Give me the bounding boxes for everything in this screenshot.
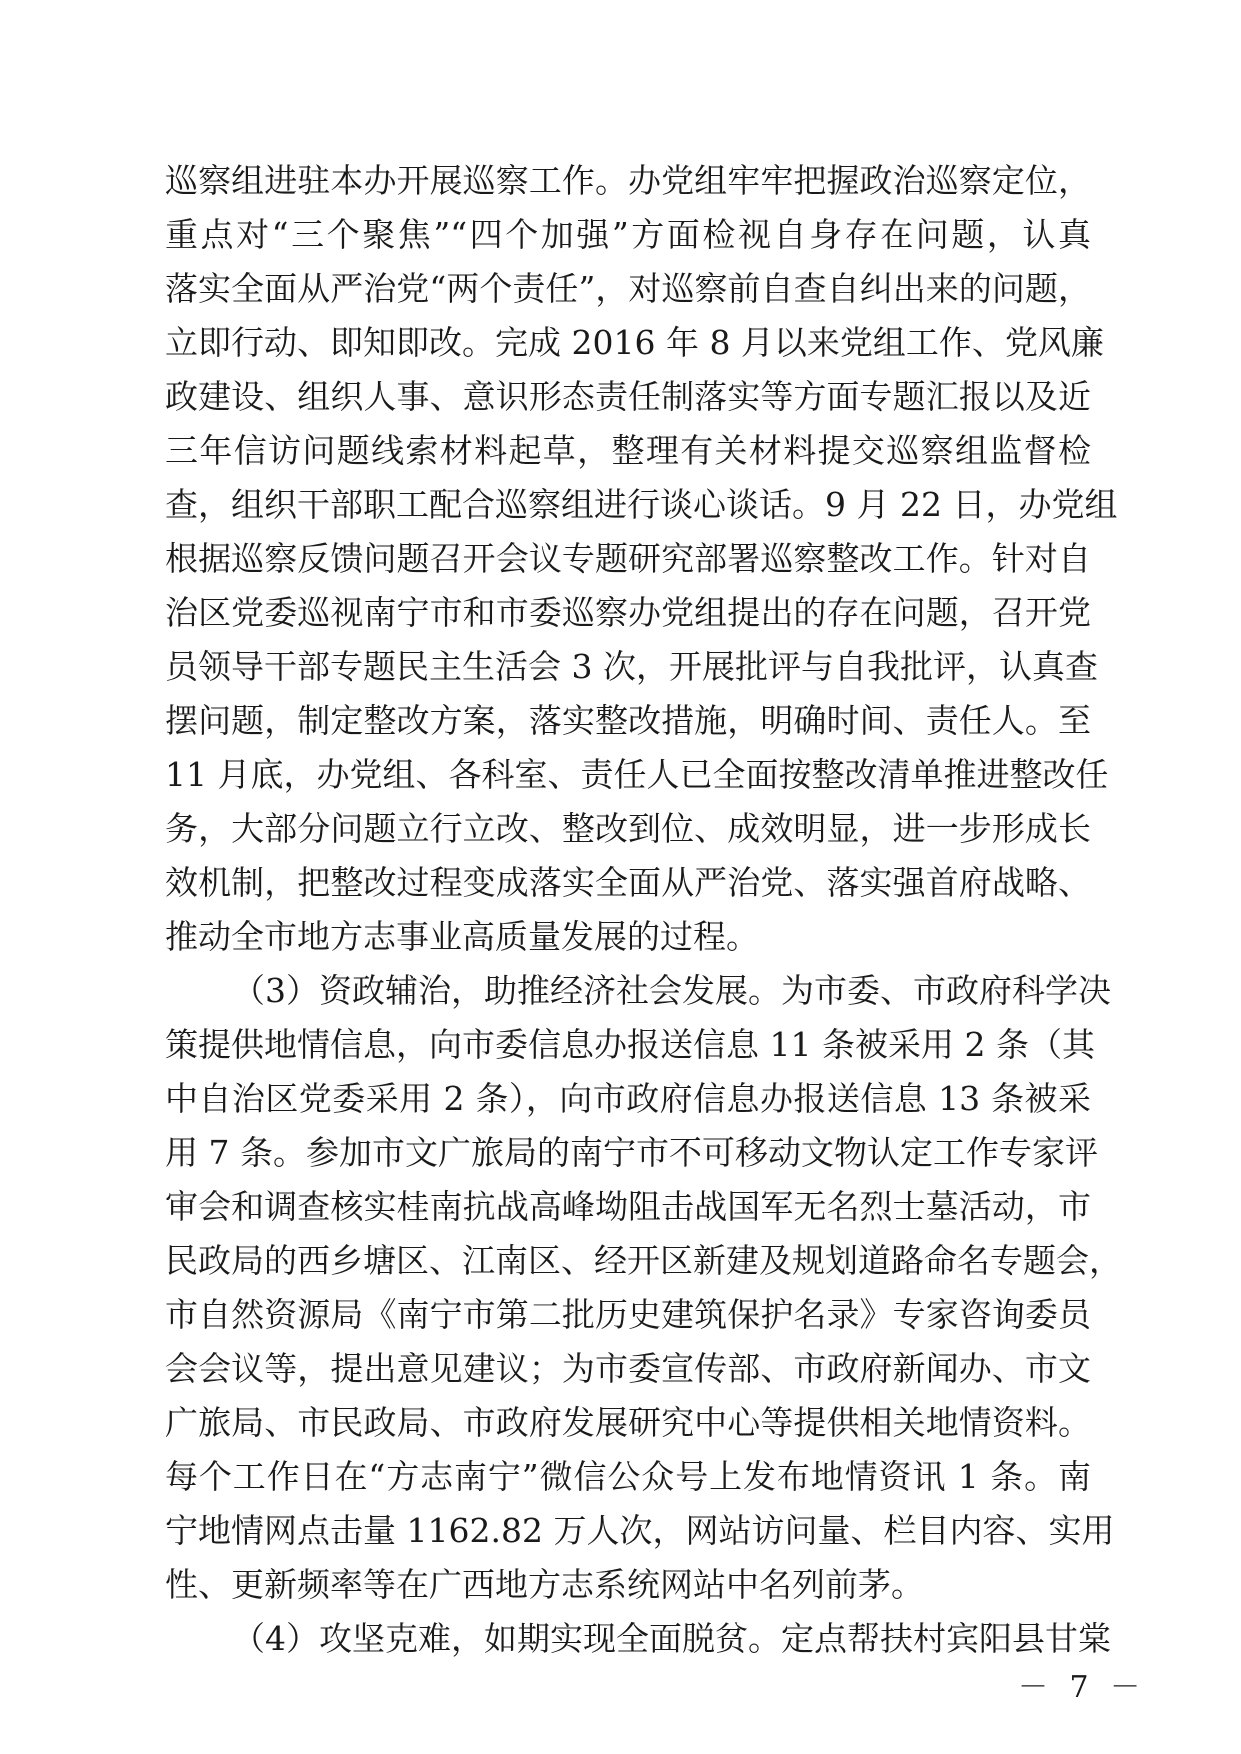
body-line: 员领导干部专题民主生活会 3 次，开展批评与自我批评，认真查: [165, 647, 1098, 686]
body-line: 审会和调查核实桂南抗战高峰坳阻击战国军无名烈士墓活动，市: [165, 1187, 1091, 1226]
body-line: 重点对“三个聚焦”“四个加强”方面检视自身存在问题，认真: [165, 215, 1091, 254]
body-line: 每个工作日在“方志南宁”微信公众号上发布地情资讯 1 条。南: [165, 1457, 1091, 1496]
body-line: 11 月底，办党组、各科室、责任人已全面按整改清单推进整改任: [165, 755, 1109, 794]
page-number: － 7 －: [1018, 1670, 1147, 1705]
body-line: 性、更新频率等在广西地方志系统网站中名列前茅。: [165, 1565, 924, 1604]
body-line: 务，大部分问题立行立改、整改到位、成效明显，进一步形成长: [165, 809, 1091, 848]
body-line: 民政局的西乡塘区、江南区、经开区新建及规划道路命名专题会，: [165, 1241, 1122, 1280]
body-line: 立即行动、即知即改。完成 2016 年 8 月以来党组工作、党风廉: [165, 323, 1104, 362]
body-line: 推动全市地方志事业高质量发展的过程。: [165, 917, 759, 956]
body-line: 会会议等，提出意见建议；为市委宣传部、市政府新闻办、市文: [165, 1349, 1091, 1388]
body-line: 治区党委巡视南宁市和市委巡察办党组提出的存在问题，召开党: [165, 593, 1091, 632]
body-line: 广旅局、市民政局、市政府发展研究中心等提供相关地情资料。: [165, 1403, 1091, 1442]
body-line: 市自然资源局《南宁市第二批历史建筑保护名录》专家咨询委员: [165, 1295, 1091, 1334]
body-line: 效机制，把整改过程变成落实全面从严治党、落实强首府战略、: [165, 863, 1091, 902]
body-line: 用 7 条。参加市文广旅局的南宁市不可移动文物认定工作专家评: [165, 1133, 1098, 1172]
body-line: 政建设、组织人事、意识形态责任制落实等方面专题汇报以及近: [165, 377, 1091, 416]
body-line: 落实全面从严治党“两个责任”，对巡察前自查自纠出来的问题，: [165, 269, 1091, 308]
body-line: 中自治区党委采用 2 条），向市政府信息办报送信息 13 条被采: [165, 1079, 1091, 1118]
body-line: 巡察组进驻本办开展巡察工作。办党组牢牢把握政治巡察定位，: [165, 161, 1091, 200]
paragraph-3-first-line: （3）资政辅治，助推经济社会发展。为市委、市政府科学决: [232, 971, 1111, 1010]
body-line: 三年信访问题线索材料起草，整理有关材料提交巡察组监督检: [165, 431, 1091, 470]
body-line: 宁地情网点击量 1162.82 万人次，网站访问量、栏目内容、实用: [165, 1511, 1115, 1550]
body-line: 查，组织干部职工配合巡察组进行谈心谈话。9 月 22 日，办党组: [165, 485, 1118, 524]
paragraph-4-first-line: （4）攻坚克难，如期实现全面脱贫。定点帮扶村宾阳县甘棠: [232, 1619, 1111, 1658]
body-line: 摆问题，制定整改方案，落实整改措施，明确时间、责任人。至: [165, 701, 1091, 740]
body-line: 根据巡察反馈问题召开会议专题研究部署巡察整改工作。针对自: [165, 539, 1091, 578]
body-line: 策提供地情信息，向市委信息办报送信息 11 条被采用 2 条（其: [165, 1025, 1095, 1064]
